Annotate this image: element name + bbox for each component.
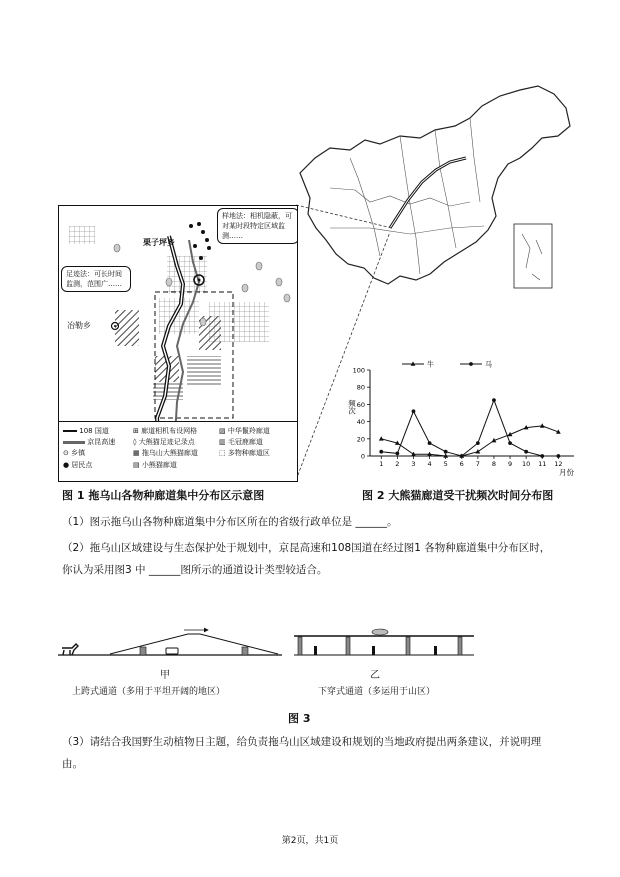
question-3-line2: 由。 bbox=[62, 758, 83, 770]
question-3-line1: （3）请结合我国野生动植物日主题，给负责拖乌山区域建设和规划的当地政府提出两条建议，并说明理 bbox=[62, 736, 542, 748]
legend-label: 牛 bbox=[427, 360, 434, 369]
x-tick-label: 6 bbox=[459, 460, 464, 468]
legend-footprint bbox=[133, 437, 195, 447]
x-tick-label: 1 bbox=[379, 460, 384, 468]
data-point bbox=[524, 450, 528, 454]
camera-grid-icon: ⊞ bbox=[133, 427, 139, 435]
y-tick-label: 100 bbox=[352, 366, 365, 375]
question-2-line1: （2）拖乌山区域建设与生态保护处于规划中，京昆高速和108国道在经过图1 各物种廊道集中分布区时， bbox=[62, 542, 551, 554]
fig2-caption: 图 2 大熊猫廊道受干扰频次时间分布图 bbox=[362, 489, 554, 502]
data-point bbox=[379, 436, 384, 440]
legend-settlement bbox=[63, 460, 92, 470]
fig3-jia-desc: 上跨式通道（多用于平坦开阔的地区） bbox=[72, 687, 226, 697]
y-tick-label: 60 bbox=[356, 400, 365, 409]
legend-national-road bbox=[63, 426, 109, 436]
data-point bbox=[540, 454, 544, 458]
fig1-map bbox=[58, 205, 298, 482]
callout-sample-method: 样地法：相机隐蔽，可对某时段特定区域监测…… bbox=[217, 208, 298, 244]
lizi-label: 栗子坪乡 bbox=[143, 238, 175, 247]
data-point bbox=[508, 441, 512, 445]
legend-deer-corridor bbox=[219, 437, 263, 447]
data-point bbox=[428, 441, 432, 445]
y-axis-label: 频次 bbox=[347, 399, 357, 415]
data-point bbox=[460, 454, 464, 458]
series-line bbox=[381, 400, 558, 456]
y-tick-label: 80 bbox=[356, 383, 365, 392]
tuowu-corridor-icon: ▦ bbox=[133, 449, 140, 457]
highway-swatch bbox=[63, 441, 85, 444]
footprint-icon: ◊ bbox=[133, 438, 137, 446]
y-tick-label: 0 bbox=[360, 452, 365, 461]
settlement-icon: ● bbox=[63, 461, 70, 469]
data-point bbox=[540, 423, 545, 427]
legend-highway bbox=[63, 437, 115, 447]
data-point bbox=[412, 409, 416, 413]
legend-marker bbox=[469, 362, 473, 366]
x-tick-label: 12 bbox=[554, 460, 563, 468]
x-tick-label: 4 bbox=[427, 460, 432, 468]
legend-tuowu-corridor bbox=[133, 448, 198, 458]
fig3-yi-desc: 下穿式通道（多运用于山区） bbox=[318, 687, 436, 697]
x-tick-label: 8 bbox=[491, 460, 497, 468]
deer-corridor-icon: ▥ bbox=[219, 438, 226, 446]
fig3-jia-label: 甲 bbox=[160, 670, 170, 681]
x-tick-label: 3 bbox=[411, 460, 416, 468]
legend-serow-corridor bbox=[219, 426, 270, 436]
footprint-label: 大熊猫足迹记录点 bbox=[138, 438, 195, 446]
national-road-swatch bbox=[63, 430, 77, 432]
data-point bbox=[475, 449, 480, 453]
data-point bbox=[556, 454, 560, 458]
data-point bbox=[476, 441, 480, 445]
serow-corridor-label: 中华鬣羚廊道 bbox=[227, 427, 270, 435]
legend-label: 马 bbox=[485, 360, 492, 369]
callout-footprint-method: 足迹法：可长时间监测，范围广…… bbox=[61, 266, 131, 292]
page-footer: 第2页，共1页 bbox=[281, 836, 339, 846]
redpanda-corridor-label: 小熊猫廊道 bbox=[141, 461, 177, 469]
legend-multi-corridor bbox=[219, 448, 270, 458]
serow-corridor-icon: ▨ bbox=[219, 427, 226, 435]
fig3-yi-label: 乙 bbox=[370, 670, 380, 681]
national-road-code: 108 bbox=[79, 427, 93, 435]
yele-label: 冶勒乡 bbox=[67, 321, 91, 330]
series-line bbox=[381, 426, 558, 456]
legend-redpanda-corridor bbox=[133, 460, 177, 470]
x-tick-label: 10 bbox=[522, 460, 531, 468]
legend-town bbox=[63, 448, 85, 458]
x-tick-label: 11 bbox=[538, 460, 547, 468]
question-2-line2: 你认为采用图3 中 ______图所示的通道设计类型较适合。 bbox=[62, 564, 328, 576]
redpanda-corridor-icon: ▤ bbox=[133, 461, 140, 469]
settlement-label: 居民点 bbox=[71, 461, 93, 469]
multi-corridor-icon: ⬚ bbox=[219, 449, 226, 457]
y-tick-label: 40 bbox=[356, 418, 365, 427]
fig2-chart bbox=[340, 358, 590, 486]
town-label: 乡镇 bbox=[71, 449, 86, 457]
fig3-drawing bbox=[50, 620, 490, 670]
tuowu-corridor-label: 拖乌山大熊猫廊道 bbox=[141, 449, 198, 457]
town-icon: ⊙ bbox=[63, 449, 69, 457]
x-tick-label: 7 bbox=[475, 460, 480, 468]
data-point bbox=[492, 398, 496, 402]
data-point bbox=[444, 450, 448, 454]
question-1: （1）图示拖乌山各物种廊道集中分布区所在的省级行政单位是 ______。 bbox=[62, 516, 398, 528]
data-point bbox=[395, 452, 399, 456]
highway-label: 京昆高速 bbox=[87, 438, 116, 446]
legend-camera-grid bbox=[133, 426, 197, 436]
x-tick-label: 9 bbox=[507, 460, 513, 468]
x-tick-label: 2 bbox=[395, 460, 400, 468]
camera-grid-label: 廊道相机布设网格 bbox=[141, 427, 198, 435]
deer-corridor-label: 毛冠鹿廊道 bbox=[227, 438, 263, 446]
fig3-caption: 图 3 bbox=[288, 712, 311, 725]
national-road-label: 国道 bbox=[94, 427, 109, 435]
fig1-legend bbox=[59, 421, 297, 482]
x-axis-label: 月份 bbox=[559, 468, 574, 477]
y-tick-label: 20 bbox=[356, 435, 365, 444]
multi-corridor-label: 多物种廊道区 bbox=[227, 449, 270, 457]
x-tick-label: 5 bbox=[443, 460, 448, 468]
data-point bbox=[379, 450, 383, 454]
fig1-caption: 图 1 拖乌山各物种廊道集中分布区示意图 bbox=[62, 489, 265, 502]
